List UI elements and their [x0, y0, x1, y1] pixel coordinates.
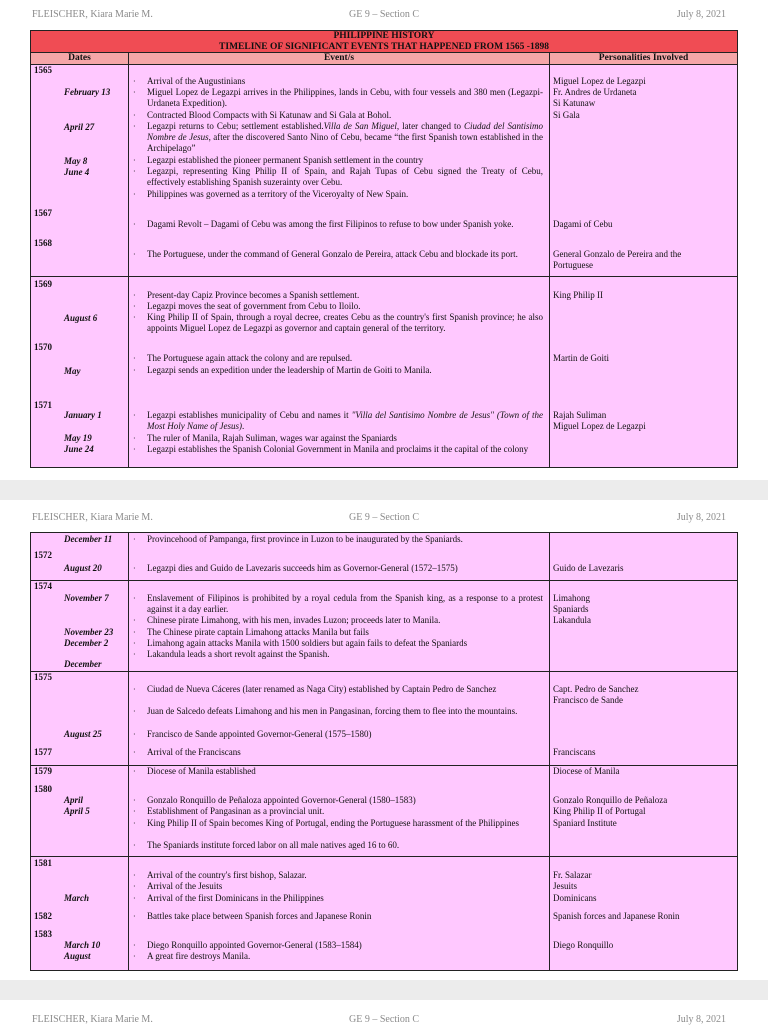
table-title-line1: PHILIPPINE HISTORY — [333, 31, 435, 41]
year-label: 1572 — [34, 550, 52, 560]
date-label: August 20 — [64, 563, 102, 573]
timeline-table — [30, 30, 738, 468]
event-text: The ruler of Manila, Rajah Suliman, wages war against the Spaniards — [147, 433, 397, 443]
event-text: Battles take place between Spanish forces and Japanese Ronin — [147, 911, 372, 921]
year-label: 1581 — [34, 858, 52, 868]
column-header-events: Event/s — [323, 53, 355, 63]
bullet-icon: · — [133, 748, 136, 757]
date-label: December — [64, 659, 102, 669]
personality-text: Diocese of Manila — [553, 766, 620, 776]
page-3 — [0, 1000, 768, 1024]
event-text: Legazpi, representing King Philip II of Spain, and Rajah Tupas of Cebu signed the Treaty of Cebu, effectively establishing Spanish suzerainty over Cebu. — [147, 166, 543, 187]
date-label: March 10 — [64, 940, 101, 950]
event-text: Establishment of Pangasinan as a provincial unit. — [147, 806, 325, 816]
event-text: Legazpi established the pioneer permanent Spanish settlement in the country — [147, 155, 424, 165]
event-text: Ciudad de Nueva Cáceres (later renamed as Naga City) established by Captain Pedro de Sanchez — [147, 684, 497, 694]
personality-text: Spanish forces and Japanese Ronin — [553, 911, 680, 921]
personality-text: Capt. Pedro de Sanchez — [553, 684, 639, 694]
date-label: June 4 — [64, 167, 90, 177]
bullet-icon: · — [133, 434, 136, 443]
page-1 — [0, 0, 768, 480]
year-label: 1570 — [34, 342, 52, 352]
date-label: January 1 — [64, 410, 102, 420]
column-header-people: Personalities Involved — [598, 53, 689, 63]
bullet-icon: · — [133, 796, 136, 805]
event-text: Enslavement of Filipinos is prohibited by a royal cedula from the Spanish king, as a response to a protest against it a day earlier. — [147, 593, 543, 614]
bullet-icon: · — [133, 685, 136, 694]
date-label: May 19 — [64, 433, 92, 443]
event-text: The Chinese pirate captain Limahong attacks Manila but fails — [147, 627, 369, 637]
table-title — [31, 31, 737, 53]
bullet-icon: · — [133, 707, 136, 716]
bullet-icon: · — [133, 156, 136, 165]
bullet-icon: · — [133, 250, 136, 259]
bullet-icon: · — [133, 366, 136, 375]
event-text: Lakandula leads a short revolt against the Spanish. — [147, 649, 330, 659]
year-label: 1577 — [34, 747, 52, 757]
event-text: The Portuguese again attack the colony and are repulsed. — [147, 353, 353, 363]
event-text: A great fire destroys Manila. — [147, 951, 251, 961]
year-label: 1583 — [34, 929, 52, 939]
personality-text: Martin de Goiti — [553, 353, 609, 363]
event-text: Miguel Lopez de Legazpi arrives in the Philippines, lands in Cebu, with four vessels and 380 men (Legazpi-Urdaneta Expedition). — [147, 87, 543, 108]
personality-text: Jesuits — [553, 881, 578, 891]
bullet-icon: · — [133, 650, 136, 659]
bullet-icon: · — [133, 730, 136, 739]
event-text: Legazpi returns to Cebu; settlement established.Villa de San Miguel, later changed to Ciudad del Santisimo Nombre de Jesus, after the discovered Santo Nino of Cebu, became “the first Spanish town established in the Archipelago” — [147, 121, 543, 153]
header-course: GE 9 – Section C — [349, 9, 419, 20]
header-date: July 8, 2021 — [676, 9, 726, 20]
bullet-icon: · — [133, 77, 136, 86]
bullet-icon: · — [133, 639, 136, 648]
personality-text: Franciscans — [553, 747, 596, 757]
year-label: 1575 — [34, 672, 52, 682]
event-text: Arrival of the Jesuits — [147, 881, 223, 891]
personality-text: King Philip II of Portugal — [553, 806, 646, 816]
personality-text: Miguel Lopez de Legazpi — [553, 76, 646, 86]
bullet-icon: · — [133, 871, 136, 880]
bullet-icon: · — [133, 807, 136, 816]
personality-text: Gonzalo Ronquillo de Peñaloza — [553, 795, 668, 805]
column-header-dates: Dates — [68, 53, 91, 63]
event-text: Philippines was governed as a territory of the Viceroyalty of New Spain. — [147, 189, 409, 199]
page-header — [0, 9, 768, 25]
event-text: Gonzalo Ronquillo de Peñaloza appointed Governor-General (1580–1583) — [147, 795, 416, 805]
header-course: GE 9 – Section C — [349, 512, 419, 523]
personality-text: King Philip II — [553, 290, 604, 300]
personality-text: Spaniards — [553, 604, 589, 614]
timeline-table-continued — [30, 532, 738, 971]
year-label: 1580 — [34, 784, 52, 794]
date-label: March — [64, 893, 90, 903]
row-divider — [31, 856, 737, 857]
event-text: Arrival of the country's first bishop, Salazar. — [147, 870, 307, 880]
bullet-icon: · — [133, 894, 136, 903]
event-text: Legazpi dies and Guido de Lavezaris succeeds him as Governor-General (1572–1575) — [147, 563, 458, 573]
year-label: 1568 — [34, 238, 52, 248]
event-text: Legazpi moves the seat of government from Cebu to Iloilo. — [147, 301, 361, 311]
bullet-icon: · — [133, 616, 136, 625]
row-divider — [31, 580, 737, 581]
personality-text: Rajah Suliman — [553, 410, 607, 420]
event-text: Legazpi establishes municipality of Cebu and names it "Villa del Santisimo Nombre de Jesus" (Town of the Most Holy Name of Jesus). — [147, 410, 544, 431]
page-gap — [0, 980, 768, 1000]
bullet-icon: · — [133, 190, 136, 199]
bullet-icon: · — [133, 313, 136, 322]
personality-text: General Gonzalo de Pereira and the Portuguese — [553, 249, 682, 270]
date-label: December 2 — [64, 638, 109, 648]
bullet-icon: · — [133, 88, 136, 97]
personality-text: Dagami of Cebu — [553, 219, 613, 229]
column-divider — [128, 53, 129, 467]
date-label: April 5 — [64, 806, 90, 816]
header-date: July 8, 2021 — [676, 1014, 726, 1025]
date-label: May — [64, 366, 81, 376]
bullet-icon: · — [133, 841, 136, 850]
bullet-icon: · — [133, 941, 136, 950]
event-text: Juan de Salcedo defeats Limahong and his men in Pangasinan, forcing them to flee into the mountains. — [147, 706, 518, 716]
personality-text: Si Katunaw — [553, 98, 596, 108]
date-label: August 6 — [64, 313, 98, 323]
header-author: FLEISCHER, Kiara Marie M. — [32, 1014, 153, 1025]
personality-text: Miguel Lopez de Legazpi — [553, 421, 646, 431]
date-label: December 11 — [64, 534, 113, 544]
event-text: King Philip II of Spain, through a royal decree, creates Cebu as the country's first Spanish province; he also appoints Miguel Lopez de Legazpi as governor and captain general of the territory. — [147, 312, 543, 333]
personality-text: Lakandula — [553, 615, 591, 625]
column-divider — [549, 533, 550, 970]
event-text: Provincehood of Pampanga, first province in Luzon to be inaugurated by the Spaniards. — [147, 534, 463, 544]
column-headers — [31, 53, 737, 65]
date-label: April — [64, 795, 84, 805]
bullet-icon: · — [133, 354, 136, 363]
year-label: 1574 — [34, 581, 52, 591]
column-divider — [128, 533, 129, 970]
bullet-icon: · — [133, 445, 136, 454]
bullet-icon: · — [133, 167, 136, 176]
personality-text: Francisco de Sande — [553, 695, 623, 705]
event-text: Limahong again attacks Manila with 1500 soldiers but again fails to defeat the Spaniards — [147, 638, 468, 648]
event-text: Contracted Blood Compacts with Si Katunaw and Si Gala at Bohol. — [147, 110, 392, 120]
row-divider — [31, 671, 737, 672]
event-text: Arrival of the first Dominicans in the Philippines — [147, 893, 324, 903]
header-author: FLEISCHER, Kiara Marie M. — [32, 9, 153, 20]
header-course: GE 9 – Section C — [349, 1014, 419, 1025]
personality-text: Dominicans — [553, 893, 597, 903]
year-label: 1579 — [34, 766, 52, 776]
bullet-icon: · — [133, 767, 136, 776]
bullet-icon: · — [133, 594, 136, 603]
year-label: 1571 — [34, 400, 52, 410]
bullet-icon: · — [133, 912, 136, 921]
bullet-icon: · — [133, 535, 136, 544]
personality-text: Guido de Lavezaris — [553, 563, 624, 573]
bullet-icon: · — [133, 302, 136, 311]
year-label: 1582 — [34, 911, 52, 921]
date-label: August 25 — [64, 729, 102, 739]
bullet-icon: · — [133, 291, 136, 300]
year-label: 1569 — [34, 279, 52, 289]
bullet-icon: · — [133, 564, 136, 573]
column-divider — [549, 53, 550, 467]
personality-text: Diego Ronquillo — [553, 940, 614, 950]
personality-text: Limahong — [553, 593, 590, 603]
page-gap — [0, 480, 768, 500]
bullet-icon: · — [133, 819, 136, 828]
event-text: King Philip II of Spain becomes King of Portugal, ending the Portuguese harassment of the Philippines — [147, 818, 519, 828]
bullet-icon: · — [133, 111, 136, 120]
event-text: Present-day Capiz Province becomes a Spanish settlement. — [147, 290, 360, 300]
row-divider — [31, 276, 737, 277]
date-label: June 24 — [64, 444, 94, 454]
event-text: Diego Ronquillo appointed Governor-General (1583–1584) — [147, 940, 362, 950]
event-text: Arrival of the Augustinians — [147, 76, 246, 86]
page-header — [0, 512, 768, 528]
page-2 — [0, 500, 768, 980]
year-label: 1565 — [34, 65, 52, 75]
personality-text: Si Gala — [553, 110, 580, 120]
page-header — [0, 1014, 768, 1030]
bullet-icon: · — [133, 952, 136, 961]
personality-text: Fr. Andres de Urdaneta — [553, 87, 637, 97]
event-text: Chinese pirate Limahong, with his men, invades Luzon; proceeds later to Manila. — [147, 615, 441, 625]
date-label: May 8 — [64, 156, 88, 166]
header-author: FLEISCHER, Kiara Marie M. — [32, 512, 153, 523]
date-label: August — [64, 951, 91, 961]
event-text: Francisco de Sande appointed Governor-General (1575–1580) — [147, 729, 372, 739]
event-text: Diocese of Manila established — [147, 766, 256, 776]
date-label: November 7 — [64, 593, 109, 603]
bullet-icon: · — [133, 220, 136, 229]
bullet-icon: · — [133, 628, 136, 637]
event-text: Legazpi establishes the Spanish Colonial Government in Manila and proclaims it the capital of the colony — [147, 444, 529, 454]
personality-text: Fr. Salazar — [553, 870, 592, 880]
date-label: November 23 — [64, 627, 114, 637]
event-text: The Spaniards institute forced labor on all male natives aged 16 to 60. — [147, 840, 400, 850]
event-text: Dagami Revolt – Dagami of Cebu was among the first Filipinos to refuse to bow under Spanish yoke. — [147, 219, 514, 229]
bullet-icon: · — [133, 411, 136, 420]
event-text: Arrival of the Franciscans — [147, 747, 241, 757]
bullet-icon: · — [133, 882, 136, 891]
personality-text: Spaniard Institute — [553, 818, 617, 828]
event-text: The Portuguese, under the command of General Gonzalo de Pereira, attack Cebu and blockade its port. — [147, 249, 518, 259]
table-title-line2: TIMELINE OF SIGNIFICANT EVENTS THAT HAPPENED FROM 1565 -1898 — [219, 41, 549, 52]
bullet-icon: · — [133, 122, 136, 131]
event-text: Legazpi sends an expedition under the leadership of Martin de Goiti to Manila. — [147, 365, 432, 375]
date-label: February 13 — [64, 87, 111, 97]
year-label: 1567 — [34, 208, 52, 218]
date-label: April 27 — [64, 122, 95, 132]
header-date: July 8, 2021 — [676, 512, 726, 523]
